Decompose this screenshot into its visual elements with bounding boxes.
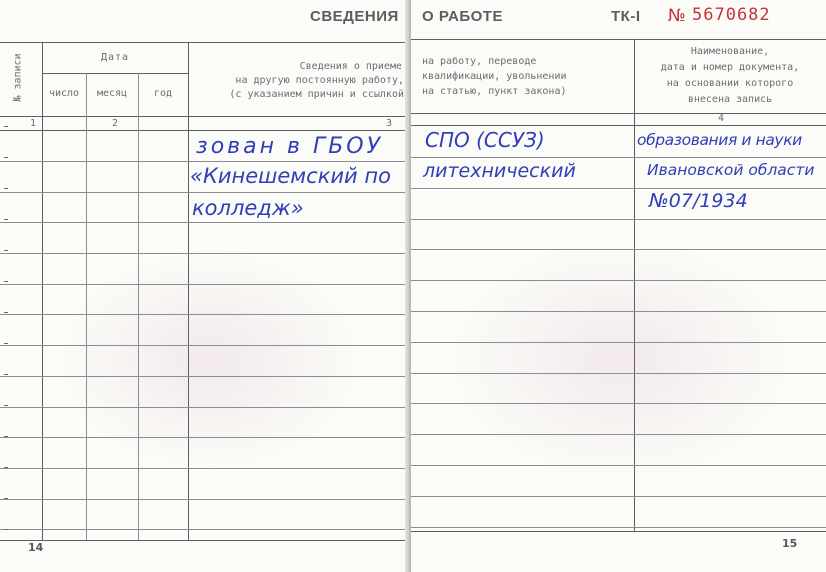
entry-left-line-3: колледж»	[192, 196, 304, 220]
ruled-line	[0, 284, 408, 285]
doc-header-1: Наименование,	[690, 46, 770, 57]
margin-tick	[4, 405, 8, 406]
header-title-left: СВЕДЕНИЯ	[310, 8, 399, 25]
margin-tick	[4, 343, 8, 344]
ruled-line	[411, 188, 826, 189]
form-number: 5670682	[692, 5, 771, 25]
entry-left-line-1: зован в ГБОУ	[196, 134, 384, 159]
info-header-right-1: на работу, переводе	[422, 56, 537, 67]
watermark-pattern-right	[451, 240, 791, 480]
ruled-line	[0, 222, 408, 223]
date-header: Дата	[100, 52, 130, 63]
margin-tick	[4, 498, 8, 499]
margin-tick	[4, 374, 8, 375]
ruled-line	[411, 249, 826, 250]
doc-header-3: на основании которого	[666, 78, 794, 89]
ruled-line	[411, 157, 826, 158]
ruled-line	[0, 192, 408, 193]
entry-right-line-2: литехнический	[423, 160, 576, 182]
entry-right-line-1: СПО (ССУЗ)	[425, 128, 545, 152]
doc-header-2: дата и номер документа,	[660, 62, 800, 73]
info-header-left-1: Сведения о приеме	[299, 61, 402, 72]
margin-tick	[4, 188, 8, 189]
ruled-line	[0, 529, 408, 530]
ruled-line	[411, 342, 826, 343]
header-title-right: О РАБОТЕ	[422, 8, 503, 25]
ruled-line	[0, 314, 408, 315]
ruled-line	[0, 345, 408, 346]
margin-tick	[4, 157, 8, 158]
info-header-left-3: (с указанием причин и ссылкой	[229, 89, 404, 100]
series-label: ТК-I	[611, 8, 641, 25]
ruled-line	[0, 437, 408, 438]
margin-tick	[4, 126, 8, 127]
entry-left-line-2: «Кинешемский по	[190, 164, 391, 188]
right-page	[411, 0, 826, 572]
doc-header-4: внесена запись	[687, 94, 773, 105]
month-header: месяц	[96, 88, 128, 99]
margin-tick	[4, 467, 8, 468]
column-number-1: 1	[30, 118, 37, 129]
entry-doc-line-2: Ивановской области	[647, 161, 815, 179]
year-header: год	[153, 88, 173, 99]
ruled-line	[0, 376, 408, 377]
ruled-line	[411, 496, 826, 497]
entry-doc-line-1: образования и науки	[637, 131, 802, 149]
ruled-line	[0, 407, 408, 408]
page-number-left: 14	[28, 541, 44, 554]
info-header-left-2: на другую постоянную работу,	[235, 75, 404, 86]
ruled-line	[0, 468, 408, 469]
ruled-line	[0, 499, 408, 500]
page-number-right: 15	[782, 537, 798, 550]
ruled-line	[411, 373, 826, 374]
margin-tick	[4, 219, 8, 220]
ruled-line	[411, 403, 826, 404]
ruled-line	[411, 434, 826, 435]
margin-tick	[4, 281, 8, 282]
ruled-line	[411, 311, 826, 312]
margin-tick	[4, 312, 8, 313]
day-header: число	[48, 88, 80, 99]
ruled-line	[411, 527, 826, 528]
left-page	[0, 0, 408, 572]
column-number-3: 3	[386, 118, 393, 129]
ruled-line	[411, 280, 826, 281]
column-number-2: 2	[112, 118, 119, 129]
ruled-line	[411, 219, 826, 220]
margin-tick	[4, 250, 8, 251]
info-header-right-2: квалификации, увольнении	[422, 71, 567, 82]
ruled-line	[411, 465, 826, 466]
column-number-4: 4	[718, 113, 725, 124]
ruled-line	[0, 161, 408, 162]
margin-tick	[4, 436, 8, 437]
number-sign: №	[668, 6, 686, 26]
entry-doc-line-3: №07/1934	[649, 190, 748, 212]
ruled-line	[0, 253, 408, 254]
info-header-right-3: на статью, пункт закона)	[422, 86, 567, 97]
margin-tick	[4, 529, 8, 530]
entry-number-header: № записи	[12, 53, 24, 102]
